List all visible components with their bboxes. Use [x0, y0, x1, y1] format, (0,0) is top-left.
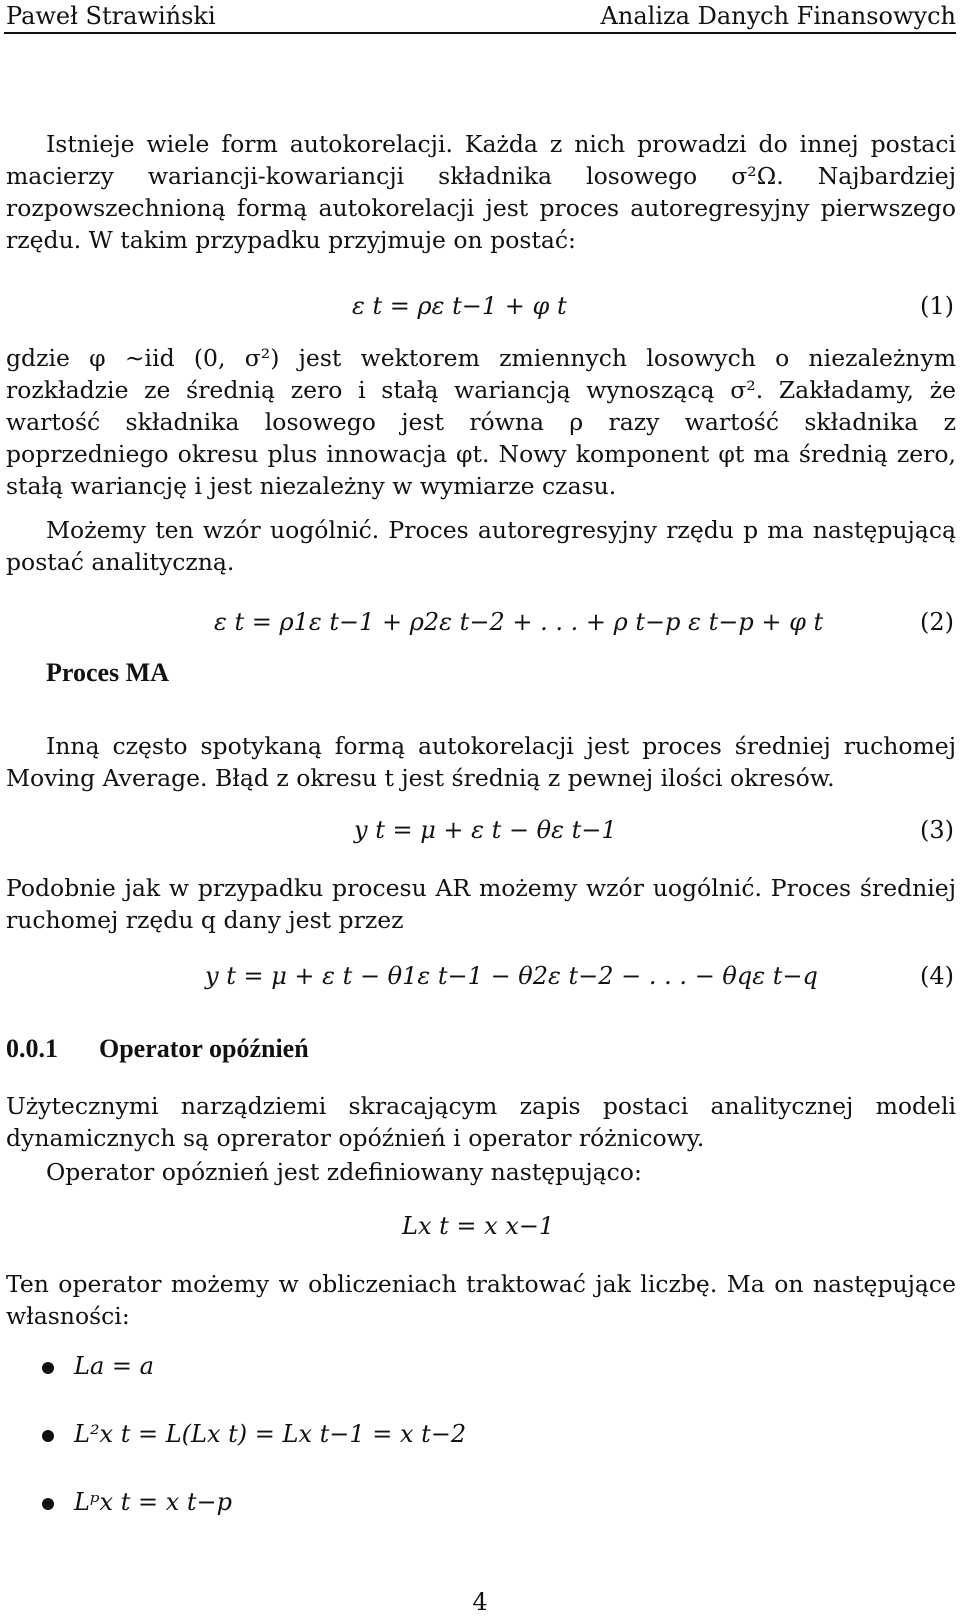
- equation-3: [0, 816, 960, 856]
- paragraph-autocorrelation-intro: Istnieje wiele form autokorelacji. Każda z nich prowadzi do innej postaci macierzy wariancji-kowariancji składnika losowego σ²Ω. Najbardziej rozpowszechnioną formą autokorelacji jest proces autoregresyjny pierwszego rzędu. W takim przypadku przyjmuje on postać:: [6, 130, 956, 254]
- equation-1-number: (1): [920, 292, 954, 320]
- paragraph-ma-generalization: Podobnie jak w przypadku procesu AR możemy wzór uogólnić. Proces średniej ruchomej rzędu q dany jest przez: [6, 874, 956, 934]
- equation-2: [0, 608, 960, 648]
- property-text: Lᵖx t = x t−p: [74, 1488, 232, 1516]
- subsection-title: Operator opóźnień: [99, 1034, 309, 1063]
- heading-proces-ma: Proces MA: [46, 658, 169, 687]
- paragraph-lag-definition: Operator opóznień jest zdefiniowany następująco:: [46, 1158, 642, 1186]
- paragraph-operators-intro: Użytecznymi narządziemi skracającym zapis postaci analitycznej modeli dynamicznych są oprerator opóźnień i operator różnicowy.: [6, 1092, 956, 1152]
- equation-2-number: (2): [920, 608, 954, 636]
- equation-5: [0, 1212, 960, 1252]
- equation-3-number: (3): [920, 816, 954, 844]
- header-rule: [4, 32, 956, 34]
- equation-3-body: y t = μ + ε t − θε t−1: [354, 816, 617, 844]
- paragraph-moving-average: Inną często spotykaną formą autokorelacji jest proces średniej ruchomej Moving Average. Błąd z okresu t jest średnią z pewnej ilości okresów.: [6, 732, 956, 792]
- property-text: La = a: [74, 1352, 154, 1380]
- paragraph-phi-definition: gdzie φ ∼iid (0, σ²) jest wektorem zmiennych losowych o niezależnym rozkładzie ze średnią zero i stałą wariancją wynoszącą σ². Zakładamy, że wartość składnika losowego jest równa ρ razy wartość składnika z poprzedniego okresu plus innowacja φt. Nowy komponent φt ma średnią zero, stałą wariancję i jest niezależny w wymiarze czasu.: [6, 344, 956, 500]
- equation-5-body: Lx t = x x−1: [402, 1212, 555, 1240]
- bullet-icon: [42, 1430, 54, 1442]
- header-title: Analiza Danych Finansowych: [600, 2, 956, 30]
- bullet-icon: [42, 1498, 54, 1510]
- bullet-icon: [42, 1362, 54, 1374]
- list-item: [40, 1488, 940, 1556]
- equation-1: [0, 292, 960, 332]
- equation-4-number: (4): [920, 962, 954, 990]
- equation-4-body: y t = μ + ε t − θ1ε t−1 − θ2ε t−2 − . . . − θqε t−q: [205, 962, 818, 990]
- equation-2-body: ε t = ρ1ε t−1 + ρ2ε t−2 + . . . + ρ t−p ε t−p + φ t: [214, 608, 824, 636]
- page-header: [0, 0, 960, 34]
- equation-1-body: ε t = ρε t−1 + φ t: [352, 292, 567, 320]
- list-item: [40, 1420, 940, 1488]
- property-text: L²x t = L(Lx t) = Lx t−1 = x t−2: [74, 1420, 467, 1448]
- subsection-number: 0.0.1: [6, 1034, 58, 1063]
- subsection-heading: [6, 1034, 309, 1064]
- page-number: 4: [472, 1588, 488, 1616]
- paragraph-operator-properties: Ten operator możemy w obliczeniach traktować jak liczbę. Ma on następujące własności:: [6, 1270, 956, 1330]
- equation-4: [0, 962, 960, 1002]
- list-item: [40, 1352, 940, 1420]
- header-author: Paweł Strawiński: [6, 2, 216, 30]
- paragraph-generalization: Możemy ten wzór uogólnić. Proces autoregresyjny rzędu p ma następującą postać analityczną.: [6, 516, 956, 576]
- properties-list: [40, 1352, 940, 1556]
